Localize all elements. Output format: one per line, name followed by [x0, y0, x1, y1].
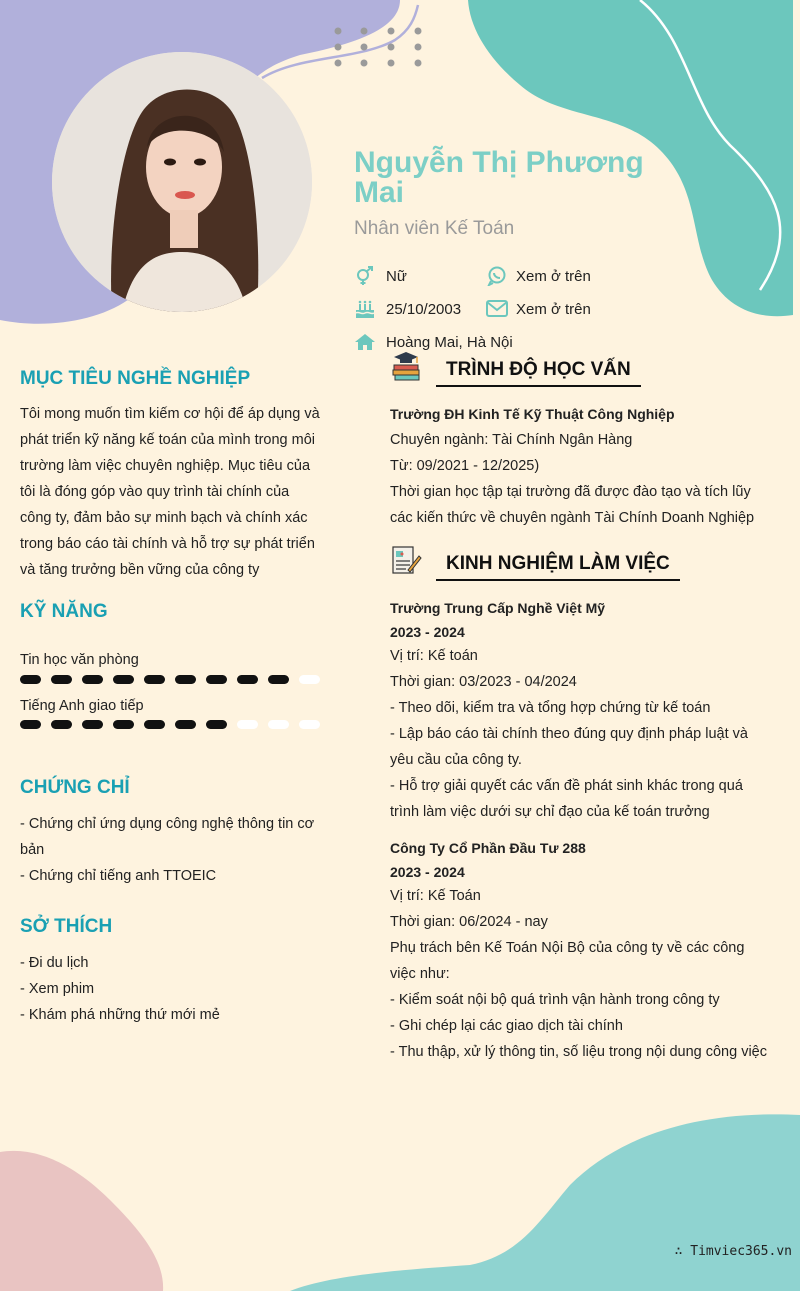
certificate-item: - Chứng chỉ ứng dụng công nghệ thông tin cơ bản — [20, 816, 315, 858]
skill-dot-empty — [268, 720, 289, 729]
experience-section-header — [390, 544, 680, 581]
job-duty: - Ghi chép lại các giao dịch tài chính — [390, 1018, 623, 1034]
job-years: 2023 - 2024 — [390, 864, 465, 880]
objective-heading: MỤC TIÊU NGHỀ NGHIỆP — [20, 368, 251, 389]
job-duty: - Thu thập, xử lý thông tin, số liệu trong nội dung công việc — [390, 1044, 767, 1060]
portrait-image — [52, 52, 312, 312]
major: Chuyên ngành: Tài Chính Ngân Hàng — [390, 432, 633, 448]
school-name: Trường ĐH Kinh Tế Kỹ Thuật Công Nghiệp — [390, 406, 675, 422]
education-heading: TRÌNH ĐỘ HỌC VẤN — [436, 359, 641, 387]
gender-value: Nữ — [386, 267, 407, 285]
skill-dot-filled — [175, 720, 196, 729]
footer-brand: ∴ Timviec365.vn — [674, 1244, 792, 1259]
job-years: 2023 - 2024 — [390, 624, 465, 640]
skill-rating-english — [20, 720, 320, 732]
certificates-heading: CHỨNG CHỈ — [20, 777, 130, 798]
gender-icon — [354, 265, 376, 287]
address-value: Hoàng Mai, Hà Nội — [386, 333, 513, 351]
skill-dot-empty — [299, 720, 320, 729]
company-name: Trường Trung Cấp Nghề Việt Mỹ — [390, 600, 606, 616]
email-envelope-icon — [486, 298, 508, 320]
skill-dot-filled — [206, 720, 227, 729]
job-title: Nhân viên Kế Toán — [354, 218, 515, 239]
document-pen-icon — [390, 544, 422, 581]
graduation-books-icon — [390, 350, 422, 387]
skill-dot-filled — [82, 675, 103, 684]
whatsapp-icon — [486, 265, 508, 287]
certificate-item: - Chứng chỉ tiếng anh TTOEIC — [20, 868, 217, 884]
skill-dot-empty — [237, 720, 258, 729]
skill-dot-filled — [51, 675, 72, 684]
skill-dot-filled — [268, 675, 289, 684]
birthday-cake-icon — [354, 298, 376, 320]
profile-photo — [52, 52, 312, 312]
birthday-value: 25/10/2003 — [386, 300, 462, 318]
skills-heading: KỸ NĂNG — [20, 601, 108, 622]
skill-dot-filled — [51, 720, 72, 729]
hobby-item: - Xem phim — [20, 981, 95, 997]
job-duty: - Lập báo cáo tài chính theo đúng quy định pháp luật và yêu cầu của công ty. — [390, 726, 748, 768]
experience-entry-2 — [390, 835, 770, 1065]
skill-dot-filled — [20, 675, 41, 684]
experience-entry-1 — [390, 595, 770, 825]
skill-dot-filled — [113, 675, 134, 684]
email-row — [486, 298, 591, 320]
candidate-name: Nguyễn Thị Phương Mai — [354, 146, 644, 209]
job-time: Thời gian: 06/2024 - nay — [390, 914, 548, 930]
skill-dot-filled — [175, 675, 196, 684]
experience-heading: KINH NGHIỆM LÀM VIỆC — [436, 553, 680, 581]
job-duty: - Theo dõi, kiểm tra và tổng hợp chứng từ kế toán — [390, 700, 711, 716]
education-entry — [390, 401, 770, 531]
objective-text: Tôi mong muốn tìm kiếm cơ hội để áp dụng và phát triển kỹ năng kế toán của mình trong môi trường làm việc chuyên nghiệp. Mục tiêu của tôi là đóng góp vào quy trình tài chính của công ty, đảm bảo sự minh bạch và chính xác trong báo cáo tài chính và hỗ trợ sự phát triển và tăng trưởng bền vững của công ty — [20, 406, 320, 578]
skill-dot-filled — [113, 720, 134, 729]
skill-dot-filled — [237, 675, 258, 684]
skill-dot-filled — [20, 720, 41, 729]
job-duty: - Kiểm soát nội bộ quá trình vận hành trong công ty — [390, 992, 720, 1008]
job-role: Vị trí: Kế Toán — [390, 888, 481, 904]
hobby-item: - Khám phá những thứ mới mẻ — [20, 1007, 220, 1023]
job-duty: Phụ trách bên Kế Toán Nội Bộ của công ty về các công việc như: — [390, 940, 745, 982]
skill-dot-filled — [82, 720, 103, 729]
job-duty: - Hỗ trợ giải quyết các vấn đề phát sinh khác trong quá trình làm việc dưới sự chỉ đạo của kế toán trưởng — [390, 778, 743, 820]
skill-dot-empty — [299, 675, 320, 684]
gender-row — [354, 265, 407, 287]
company-name: Công Ty Cổ Phần Đầu Tư 288 — [390, 840, 586, 856]
phone-value: Xem ở trên — [516, 267, 591, 285]
email-value: Xem ở trên — [516, 300, 591, 318]
skill-rating-office — [20, 675, 320, 687]
skill-label-english: Tiếng Anh giao tiếp — [20, 698, 144, 714]
job-role: Vị trí: Kế toán — [390, 648, 478, 664]
education-section-header — [390, 350, 641, 387]
phone-row — [486, 265, 591, 287]
skill-dot-filled — [144, 675, 165, 684]
study-period: Từ: 09/2021 - 12/2025) — [390, 458, 540, 474]
skill-dot-filled — [206, 675, 227, 684]
birthday-row — [354, 298, 461, 320]
education-description: Thời gian học tập tại trường đã được đào tạo và tích lũy các kiến thức về chuyên ngành Tài Chính Doanh Nghiệp — [390, 484, 755, 526]
hobby-item: - Đi du lịch — [20, 955, 89, 971]
skill-dot-filled — [144, 720, 165, 729]
skill-label-office: Tin học văn phòng — [20, 652, 139, 668]
job-time: Thời gian: 03/2023 - 04/2024 — [390, 674, 577, 690]
home-icon — [354, 331, 376, 353]
hobbies-heading: SỞ THÍCH — [20, 916, 113, 937]
